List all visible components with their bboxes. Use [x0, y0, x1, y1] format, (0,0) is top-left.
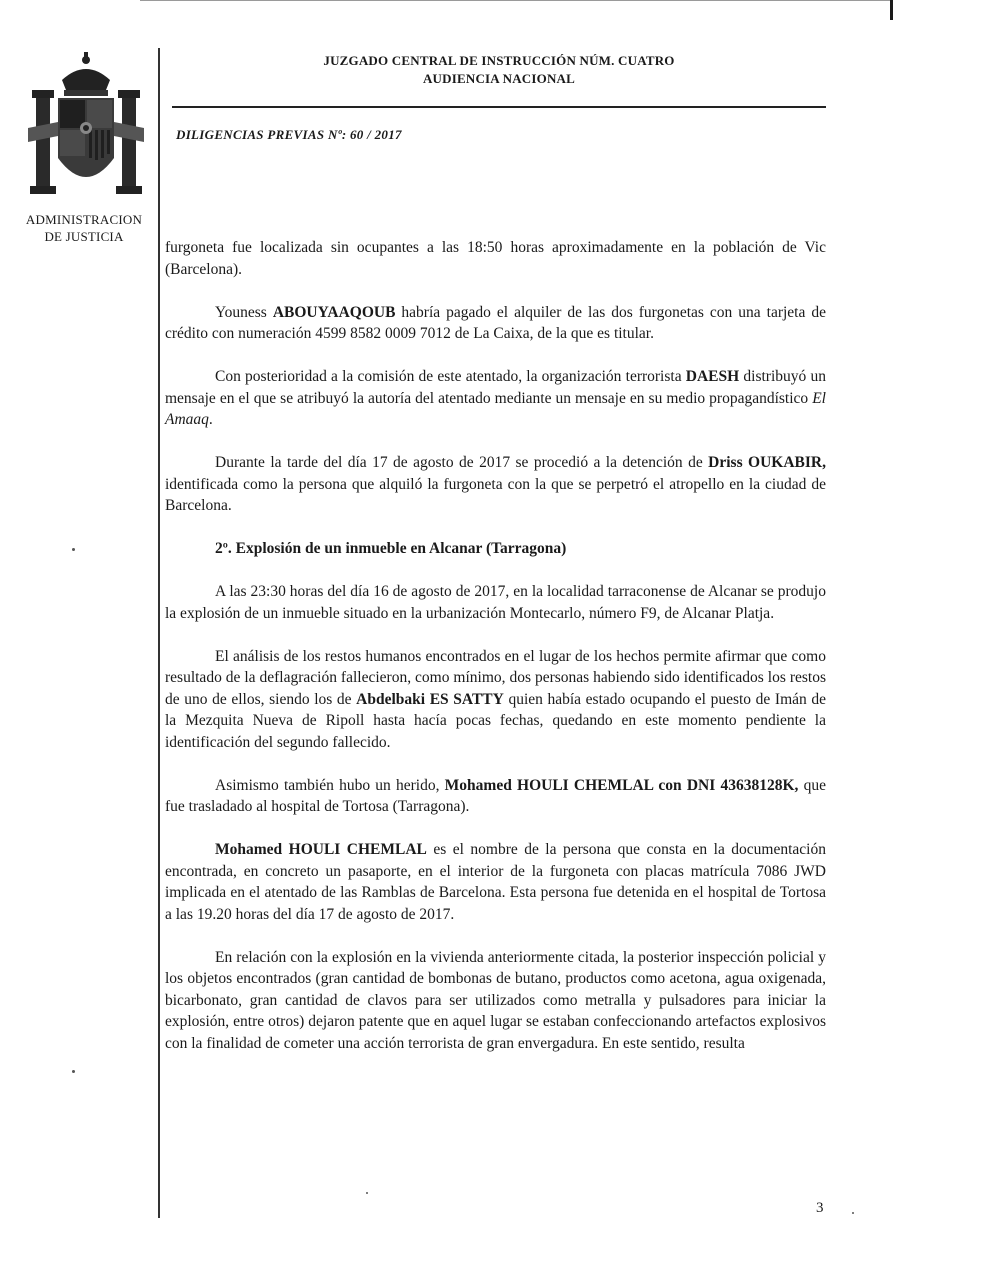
p7-post: que fue trasladado al hospital de Tortosa (Tarragona). [165, 776, 826, 815]
person-name: ABOUYAAQOUB [272, 303, 396, 321]
p2-pre: Youness [215, 303, 273, 321]
paragraph-6 [165, 646, 826, 754]
person-name: Driss OUKABIR, [708, 454, 826, 471]
paragraph-4 [165, 452, 826, 517]
medium-name: El Amaaq [165, 389, 826, 428]
margin-rule [158, 48, 160, 1218]
scan-speck [366, 1192, 368, 1194]
scan-edge-top [140, 0, 890, 1]
p4-pre: Durante la tarde del día 17 de agosto de 2017 se procedió a la detención de [215, 454, 709, 471]
scan-speck [72, 548, 75, 551]
paragraph-5: A las 23:30 horas del día 16 de agosto de 2017, en la localidad tarraconense de Alcanar se produjo la explosión de un inmueble situado en la urbanización Montecarlo, número F9, de Alcanar Platja. [165, 583, 826, 622]
paragraph-8 [165, 839, 826, 925]
court-name: JUZGADO CENTRAL DE INSTRUCCIÓN NÚM. CUATRO [323, 53, 675, 68]
court-sub-name: AUDIENCIA NACIONAL [422, 71, 576, 86]
admin-line-1: ADMINISTRACION [25, 212, 143, 227]
p8-post: es el nombre de la persona que consta en la documentación encontrada, en concreto un pasaporte, en el interior de la furgoneta con placas matrícula 7086 JWD implicada en el atentado de las Ramblas de Barcelona. Esta persona fue detenida en el hospital de Tortosa a las 19.20 horas del día 17 de agosto de 2017. [165, 841, 826, 923]
person-name: Mohamed HOULI CHEMLAL [215, 841, 427, 858]
document-body [165, 237, 826, 1076]
scan-speck [72, 1070, 75, 1073]
person-name: Mohamed HOULI CHEMLAL con DNI 43638128K, [444, 776, 799, 794]
p2-post: habría pagado el alquiler de las dos furgonetas con una tarjeta de crédito con numeración 4599 8582 0009 7012 de La Caixa, de la que es titular. [165, 303, 826, 342]
p3-mid: distribuyó un mensaje en el que se atribuyó la autoría del atentado mediante un mensaje en su medio propagandístico [165, 368, 826, 407]
admin-line-2: DE JUSTICIA [44, 229, 124, 244]
paragraph-9: En relación con la explosión en la vivienda anteriormente citada, la posterior inspección policial y los objetos encontrados (gran cantidad de bombonas de butano, productos como acetona, agua oxigenada, bicarbonato, gran cantidad de clavos para ser utilizados como metralla y pulsadores para iniciar la explosión, entre otros) dejaron patente que en aquel lugar se estaban confeccionando artefactos explosivos con la finalidad de cometer una acción terrorista de gran envergadura. En este sentido, resulta [165, 948, 826, 1052]
p6-pre: El análisis de los restos humanos encontrados en el lugar de los hechos permite afirmar que como resultado de la deflagración fallecieron, como mínimo, dos personas habiendo sido identificados los restos de uno de ellos, siendo los de [165, 647, 826, 708]
scan-mark [890, 0, 893, 20]
header-divider [172, 106, 826, 108]
p3-post: . [208, 411, 213, 428]
scan-speck [852, 1212, 854, 1214]
p4-post: identificada como la persona que alquiló la furgoneta con la que se perpetró el atropello en la ciudad de Barcelona. [165, 475, 826, 514]
page-number: 3 [816, 1200, 824, 1216]
organization-name: DAESH [685, 368, 740, 385]
case-reference: DILIGENCIAS PREVIAS Nº: 60 / 2017 [176, 127, 402, 142]
paragraph-7 [165, 775, 826, 818]
p6-post: quien había estado ocupando el puesto de Imán de la Mezquita Nueva de Ripoll hasta hacía pocas fechas, quedando en este momento pendiente la identificación del segundo fallecido. [165, 690, 826, 751]
court-header [172, 52, 826, 88]
administracion-de-justicia-label [14, 211, 154, 245]
coat-of-arms-icon [24, 50, 148, 200]
paragraph-3 [165, 366, 826, 431]
person-name: Abdelbaki ES SATTY [356, 690, 504, 708]
p3-pre: Con posterioridad a la comisión de este atentado, la organización terrorista [215, 368, 686, 385]
section-heading: 2º. Explosión de un inmueble en Alcanar (Tarragona) [215, 540, 567, 557]
paragraph-1: furgoneta fue localizada sin ocupantes a las 18:50 horas aproximadamente en la población de Vic (Barcelona). [165, 239, 826, 278]
paragraph-2 [165, 302, 826, 345]
p7-pre: Asimismo también hubo un herido, [215, 776, 445, 794]
